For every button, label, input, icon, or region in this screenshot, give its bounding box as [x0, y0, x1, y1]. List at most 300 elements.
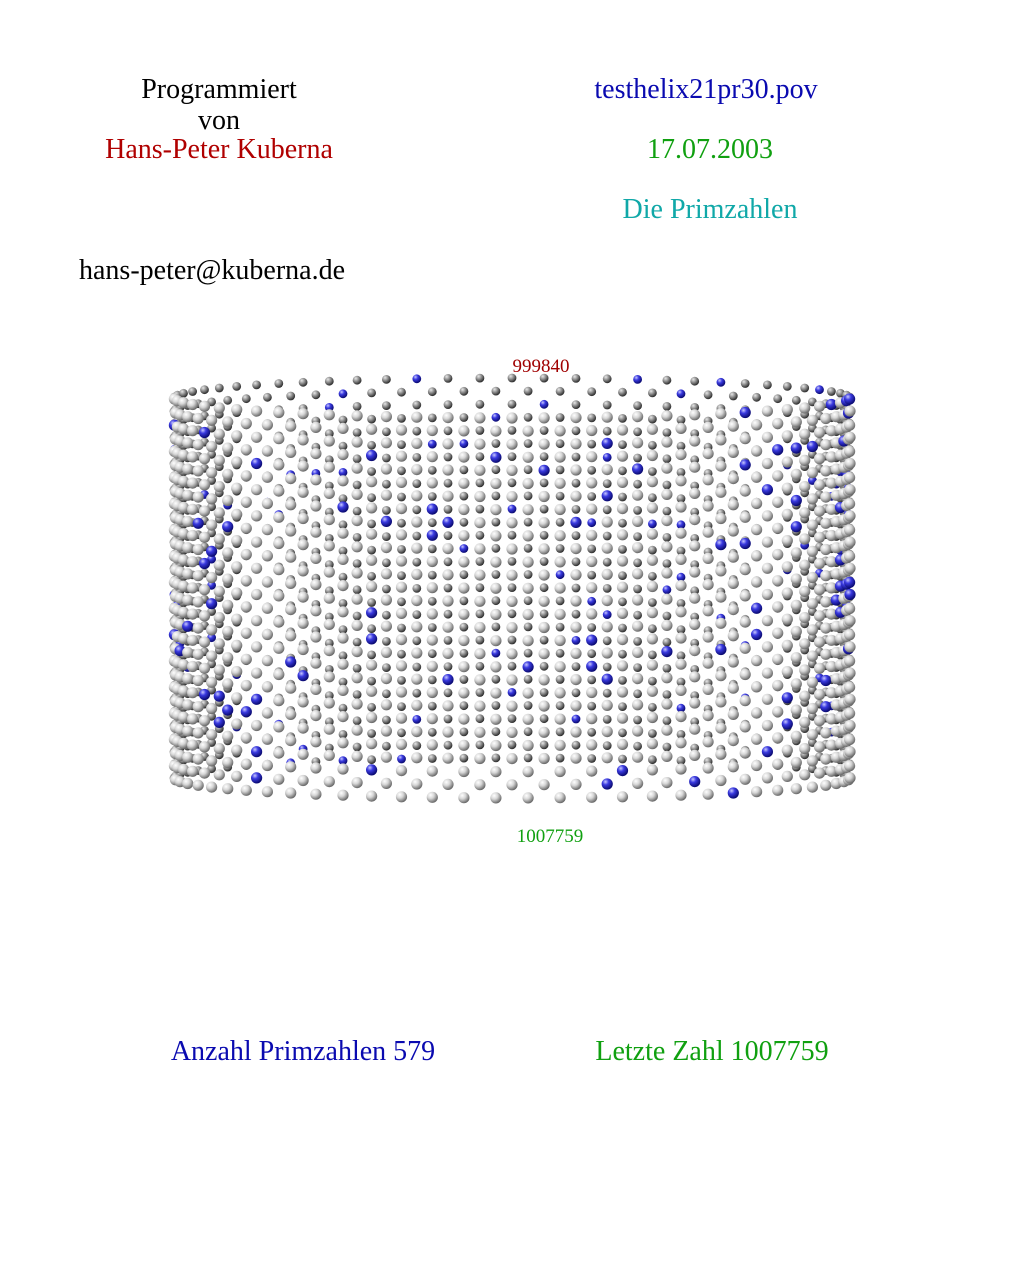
- number-ball: [352, 698, 363, 709]
- number-ball: [206, 493, 217, 504]
- number-ball: [661, 672, 672, 683]
- prime-ball: [251, 746, 262, 757]
- number-ball: [367, 415, 376, 424]
- number-ball: [844, 615, 855, 626]
- number-ball: [285, 735, 296, 746]
- number-ball: [187, 451, 198, 462]
- number-ball: [182, 411, 193, 422]
- number-ball: [298, 723, 309, 734]
- number-ball: [791, 600, 802, 611]
- number-ball: [353, 428, 362, 437]
- number-ball: [540, 610, 549, 619]
- number-ball: [298, 487, 309, 498]
- number-ball: [715, 775, 726, 786]
- number-ball: [675, 632, 686, 643]
- number-ball: [273, 721, 284, 732]
- number-ball: [506, 596, 517, 607]
- number-ball: [540, 688, 549, 697]
- number-ball: [492, 570, 501, 579]
- number-ball: [506, 465, 517, 476]
- number-ball: [241, 628, 252, 639]
- number-ball: [193, 465, 204, 476]
- number-ball: [444, 610, 453, 619]
- number-ball: [617, 660, 628, 671]
- number-ball: [337, 475, 348, 486]
- number-ball: [382, 532, 391, 541]
- number-ball: [428, 545, 437, 554]
- number-ball: [603, 479, 612, 488]
- number-ball: [844, 708, 855, 719]
- number-ball: [411, 412, 422, 423]
- prime-ball: [572, 636, 581, 645]
- number-ball: [703, 789, 714, 800]
- number-ball: [586, 792, 597, 803]
- number-ball: [427, 713, 438, 724]
- number-ball: [412, 584, 421, 593]
- prime-ball: [193, 518, 204, 529]
- number-ball: [740, 669, 751, 680]
- number-ball: [844, 629, 855, 640]
- number-ball: [199, 401, 210, 412]
- prime-ball: [791, 521, 802, 532]
- number-ball: [617, 451, 628, 462]
- number-ball: [648, 703, 657, 712]
- number-ball: [366, 424, 377, 435]
- number-ball: [492, 518, 501, 527]
- number-ball: [251, 641, 262, 652]
- number-ball: [602, 412, 613, 423]
- number-ball: [632, 542, 643, 553]
- number-ball: [444, 453, 453, 462]
- number-ball: [285, 604, 296, 615]
- number-ball: [689, 462, 700, 473]
- number-ball: [474, 648, 485, 659]
- number-ball: [587, 387, 596, 396]
- number-ball: [214, 481, 225, 492]
- number-ball: [442, 648, 453, 659]
- number-ball: [844, 498, 855, 509]
- number-ball: [193, 754, 204, 765]
- number-ball: [231, 587, 242, 598]
- number-ball: [262, 629, 273, 640]
- number-ball: [689, 488, 700, 499]
- number-ball: [799, 481, 810, 492]
- number-ball: [337, 790, 348, 801]
- author-name: Hans-Peter Kuberna: [105, 134, 333, 165]
- number-ball: [807, 415, 818, 426]
- number-ball: [199, 768, 210, 779]
- number-ball: [524, 570, 533, 579]
- number-ball: [476, 610, 485, 619]
- number-ball: [820, 596, 831, 607]
- number-ball: [540, 505, 549, 514]
- number-ball: [715, 461, 726, 472]
- number-ball: [476, 531, 485, 540]
- number-ball: [367, 651, 376, 660]
- number-ball: [633, 427, 642, 436]
- number-ball: [492, 675, 501, 684]
- number-ball: [539, 491, 550, 502]
- number-ball: [193, 544, 204, 555]
- number-ball: [460, 518, 469, 527]
- number-ball: [492, 727, 501, 736]
- prime-ball: [617, 765, 628, 776]
- prime-ball: [791, 443, 802, 454]
- number-ball: [617, 477, 628, 488]
- number-ball: [298, 408, 309, 419]
- prime-ball: [633, 375, 642, 384]
- prime-ball: [728, 787, 739, 798]
- number-ball: [587, 440, 596, 449]
- number-ball: [587, 545, 596, 554]
- number-ball: [458, 687, 469, 698]
- number-ball: [586, 504, 597, 515]
- number-ball: [366, 660, 377, 671]
- number-ball: [751, 550, 762, 561]
- number-ball: [382, 716, 391, 725]
- number-ball: [411, 595, 422, 606]
- number-ball: [337, 580, 348, 591]
- number-ball: [603, 741, 612, 750]
- number-ball: [182, 437, 193, 448]
- number-ball: [689, 750, 700, 761]
- number-ball: [241, 470, 252, 481]
- number-ball: [490, 583, 501, 594]
- number-ball: [187, 582, 198, 593]
- number-ball: [728, 656, 739, 667]
- number-ball: [206, 703, 217, 714]
- number-ball: [397, 650, 406, 659]
- number-ball: [728, 604, 739, 615]
- number-ball: [617, 582, 628, 593]
- number-ball: [728, 578, 739, 589]
- number-ball: [182, 490, 193, 501]
- number-ball: [231, 771, 242, 782]
- number-ball: [524, 387, 533, 396]
- number-ball: [740, 617, 751, 628]
- number-ball: [506, 517, 517, 528]
- number-ball: [324, 776, 335, 787]
- number-ball: [820, 439, 831, 450]
- number-ball: [382, 401, 391, 410]
- number-ball: [262, 446, 273, 457]
- number-ball: [366, 502, 377, 513]
- number-ball: [428, 466, 437, 475]
- number-ball: [617, 791, 628, 802]
- prime-ball: [251, 772, 262, 783]
- number-ball: [814, 715, 825, 726]
- number-ball: [844, 420, 855, 431]
- number-ball: [367, 572, 376, 581]
- number-ball: [367, 546, 376, 555]
- number-ball: [791, 469, 802, 480]
- number-ball: [570, 674, 581, 685]
- number-ball: [728, 761, 739, 772]
- number-ball: [539, 753, 550, 764]
- number-ball: [675, 790, 686, 801]
- prime-ball: [815, 385, 824, 394]
- number-ball: [814, 584, 825, 595]
- number-ball: [703, 658, 714, 669]
- number-ball: [540, 741, 549, 750]
- number-ball: [273, 538, 284, 549]
- number-ball: [807, 493, 818, 504]
- prime-ball: [570, 517, 581, 528]
- prime-ball: [782, 718, 793, 729]
- number-ball: [633, 689, 642, 698]
- number-ball: [782, 509, 793, 520]
- number-ball: [193, 570, 204, 581]
- prime-ball: [782, 692, 793, 703]
- number-ball: [782, 535, 793, 546]
- number-ball: [675, 554, 686, 565]
- number-ball: [182, 726, 193, 737]
- number-ball: [492, 387, 501, 396]
- number-ball: [728, 447, 739, 458]
- number-ball: [570, 726, 581, 737]
- number-ball: [799, 402, 810, 413]
- number-ball: [458, 425, 469, 436]
- number-ball: [663, 716, 672, 725]
- prime-ball: [442, 674, 453, 685]
- number-ball: [523, 557, 534, 568]
- number-ball: [222, 652, 233, 663]
- number-ball: [273, 407, 284, 418]
- number-ball: [310, 710, 321, 721]
- number-ball: [799, 533, 810, 544]
- number-ball: [508, 740, 517, 749]
- number-ball: [782, 430, 793, 441]
- number-ball: [428, 754, 437, 763]
- number-ball: [618, 650, 627, 659]
- number-ball: [411, 490, 422, 501]
- number-ball: [715, 565, 726, 576]
- number-ball: [458, 766, 469, 777]
- number-ball: [251, 668, 262, 679]
- number-ball: [603, 532, 612, 541]
- number-ball: [411, 778, 422, 789]
- number-ball: [791, 705, 802, 716]
- number-ball: [782, 640, 793, 651]
- number-ball: [396, 555, 407, 566]
- number-ball: [556, 466, 565, 475]
- number-ball: [555, 740, 566, 751]
- number-ball: [397, 571, 406, 580]
- number-ball: [661, 751, 672, 762]
- number-ball: [844, 641, 855, 652]
- prime-ball: [572, 715, 581, 724]
- prime-ball: [508, 505, 517, 514]
- prime-ball: [715, 644, 726, 655]
- number-ball: [540, 426, 549, 435]
- number-ball: [782, 404, 793, 415]
- number-ball: [728, 473, 739, 484]
- number-ball: [633, 663, 642, 672]
- number-ball: [298, 696, 309, 707]
- number-ball: [492, 544, 501, 553]
- number-ball: [397, 440, 406, 449]
- number-ball: [382, 480, 391, 489]
- number-ball: [353, 743, 362, 752]
- number-ball: [814, 768, 825, 779]
- number-ball: [222, 626, 233, 637]
- number-ball: [572, 688, 581, 697]
- number-ball: [285, 447, 296, 458]
- number-ball: [587, 676, 596, 685]
- number-ball: [444, 662, 453, 671]
- number-ball: [337, 528, 348, 539]
- number-ball: [740, 433, 751, 444]
- number-ball: [661, 594, 672, 605]
- number-ball: [602, 595, 613, 606]
- number-ball: [324, 488, 335, 499]
- number-ball: [508, 478, 517, 487]
- number-ball: [782, 614, 793, 625]
- number-ball: [675, 659, 686, 670]
- number-ball: [411, 752, 422, 763]
- number-ball: [728, 421, 739, 432]
- number-ball: [299, 378, 308, 387]
- number-ball: [182, 699, 193, 710]
- number-ball: [740, 748, 751, 759]
- number-ball: [427, 661, 438, 672]
- prime-ball: [428, 440, 437, 449]
- number-ball: [556, 518, 565, 527]
- number-ball: [663, 664, 672, 673]
- number-ball: [661, 620, 672, 631]
- prime-ball: [339, 389, 348, 398]
- number-ball: [675, 580, 686, 591]
- number-ball: [200, 385, 209, 394]
- number-ball: [241, 575, 252, 586]
- number-ball: [523, 766, 534, 777]
- number-ball: [508, 662, 517, 671]
- number-ball: [844, 720, 855, 731]
- number-ball: [820, 754, 831, 765]
- number-ball: [206, 441, 217, 452]
- number-ball: [791, 626, 802, 637]
- number-ball: [214, 743, 225, 754]
- prime-ball: [586, 635, 597, 646]
- number-ball: [586, 451, 597, 462]
- number-ball: [814, 663, 825, 674]
- number-ball: [490, 504, 501, 515]
- number-ball: [647, 712, 658, 723]
- number-ball: [586, 713, 597, 724]
- number-ball: [807, 782, 818, 793]
- number-ball: [460, 728, 469, 737]
- number-ball: [689, 671, 700, 682]
- number-ball: [352, 594, 363, 605]
- number-ball: [337, 659, 348, 670]
- number-ball: [231, 456, 242, 467]
- number-ball: [703, 500, 714, 511]
- number-ball: [603, 427, 612, 436]
- number-ball: [844, 655, 855, 666]
- number-ball: [617, 503, 628, 514]
- number-ball: [617, 686, 628, 697]
- number-ball: [633, 742, 642, 751]
- helix-balls: [169, 374, 856, 804]
- number-ball: [367, 624, 376, 633]
- number-ball: [844, 563, 855, 574]
- number-ball: [648, 729, 657, 738]
- number-ball: [381, 725, 392, 736]
- number-ball: [187, 609, 198, 620]
- number-ball: [647, 607, 658, 618]
- prime-ball: [222, 705, 233, 716]
- number-ball: [540, 714, 549, 723]
- number-ball: [428, 492, 437, 501]
- number-ball: [458, 504, 469, 515]
- number-ball: [648, 677, 657, 686]
- number-ball: [556, 492, 565, 501]
- number-ball: [397, 388, 406, 397]
- number-ball: [458, 609, 469, 620]
- prime-ball: [587, 597, 596, 606]
- number-ball: [193, 649, 204, 660]
- number-ball: [506, 753, 517, 764]
- number-ball: [444, 636, 453, 645]
- number-ball: [474, 779, 485, 790]
- number-ball: [428, 597, 437, 606]
- number-ball: [647, 581, 658, 592]
- number-ball: [352, 541, 363, 552]
- prime-ball: [251, 694, 262, 705]
- number-ball: [442, 438, 453, 449]
- number-ball: [844, 734, 855, 745]
- number-ball: [442, 595, 453, 606]
- number-ball: [428, 649, 437, 658]
- number-ball: [444, 426, 453, 435]
- number-ball: [663, 428, 672, 437]
- number-ball: [648, 651, 657, 660]
- number-ball: [751, 524, 762, 535]
- number-ball: [791, 757, 802, 768]
- number-ball: [411, 647, 422, 658]
- number-ball: [396, 634, 407, 645]
- number-ball: [474, 439, 485, 450]
- number-ball: [458, 714, 469, 725]
- number-ball: [474, 491, 485, 502]
- number-ball: [572, 400, 581, 409]
- number-ball: [791, 652, 802, 663]
- number-ball: [618, 702, 627, 711]
- number-ball: [222, 731, 233, 742]
- number-ball: [366, 581, 377, 592]
- number-ball: [324, 540, 335, 551]
- number-ball: [762, 563, 773, 574]
- number-ball: [458, 583, 469, 594]
- number-ball: [675, 528, 686, 539]
- number-ball: [251, 484, 262, 495]
- prime-ball: [844, 589, 855, 600]
- number-ball: [586, 687, 597, 698]
- prime-ball: [663, 585, 672, 594]
- number-ball: [661, 777, 672, 788]
- number-ball: [782, 771, 793, 782]
- number-ball: [556, 387, 565, 396]
- number-ball: [782, 456, 793, 467]
- number-ball: [474, 674, 485, 685]
- end-number-label: 1007759: [516, 826, 584, 847]
- number-ball: [460, 754, 469, 763]
- number-ball: [556, 544, 565, 553]
- number-ball: [444, 531, 453, 540]
- number-ball: [199, 715, 210, 726]
- number-ball: [381, 542, 392, 553]
- number-ball: [587, 414, 596, 423]
